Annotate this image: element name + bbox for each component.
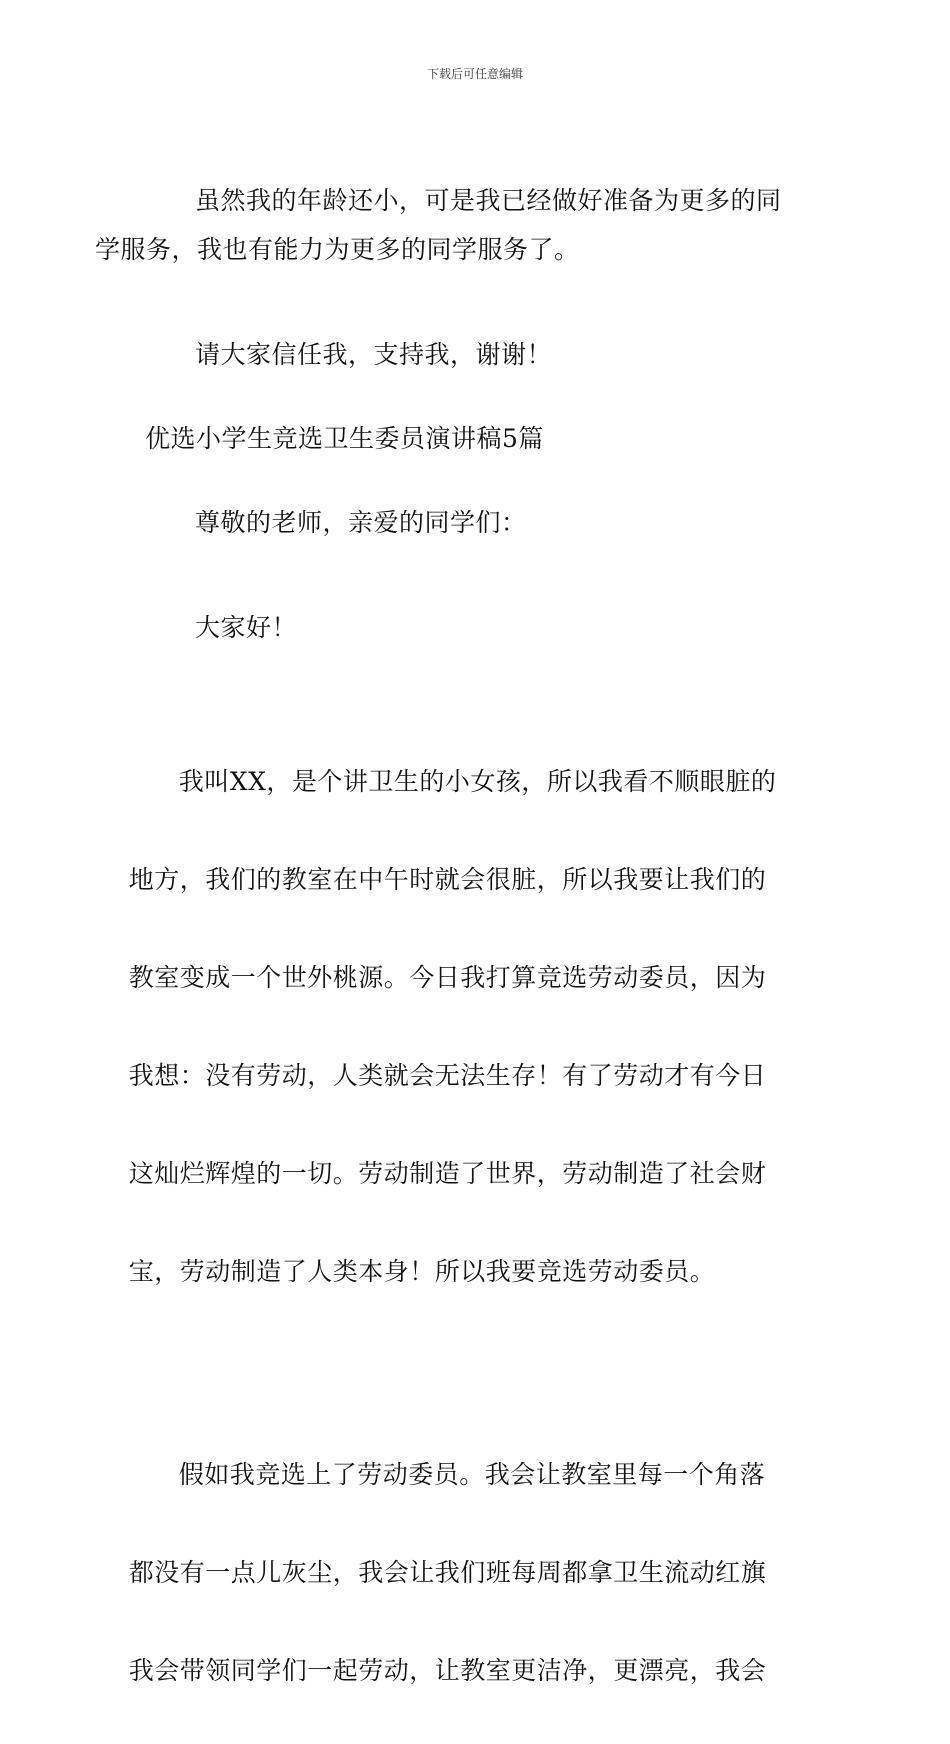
text-line: 宝，劳动制造了人类本身！所以我要竞选劳动委员。: [128, 1257, 716, 1286]
text-line: 大家好！: [195, 613, 298, 642]
document-body: [95, 176, 809, 1744]
text-line: 都没有一点儿灰尘，我会让我们班每周都拿卫生流动红旗: [128, 1558, 767, 1587]
paragraph: [145, 330, 809, 379]
paragraph: [145, 603, 809, 652]
text-line: 假如我竞选上了劳动委员。我会让教室里每一个角落: [178, 1460, 766, 1489]
paragraph: [145, 498, 809, 547]
text-line: 教室变成一个世外桃源。今日我打算竞选劳动委员，因为: [128, 963, 767, 992]
paragraph: [95, 176, 809, 274]
paragraph: [128, 1401, 809, 1744]
text-line: 请大家信任我，支持我，谢谢！: [195, 340, 553, 369]
article-title: 优选小学生竞选卫生委员演讲稿5篇: [145, 424, 544, 453]
text-line: 学服务，我也有能力为更多的同学服务了。: [95, 235, 580, 264]
text-line: 我想：没有劳动，人类就会无法生存！有了劳动才有今日: [128, 1061, 767, 1090]
text-line: 虽然我的年龄还小，可是我已经做好准备为更多的同: [195, 186, 782, 215]
paragraph: [128, 708, 809, 1345]
text-line: 地方，我们的教室在中午时就会很脏，所以我要让我们的: [128, 865, 767, 894]
text-line: 我叫XX，是个讲卫生的小女孩，所以我看不顺眼脏的: [178, 767, 777, 796]
page-header: 下载后可任意编辑: [426, 67, 523, 81]
text-line: 我会带领同学们一起劳动，让教室更洁净，更漂亮，我会: [128, 1656, 767, 1685]
text-line: 尊敬的老师，亲爱的同学们：: [195, 508, 527, 537]
text-line: 这灿烂辉煌的一切。劳动制造了世界，劳动制造了社会财: [128, 1159, 767, 1188]
